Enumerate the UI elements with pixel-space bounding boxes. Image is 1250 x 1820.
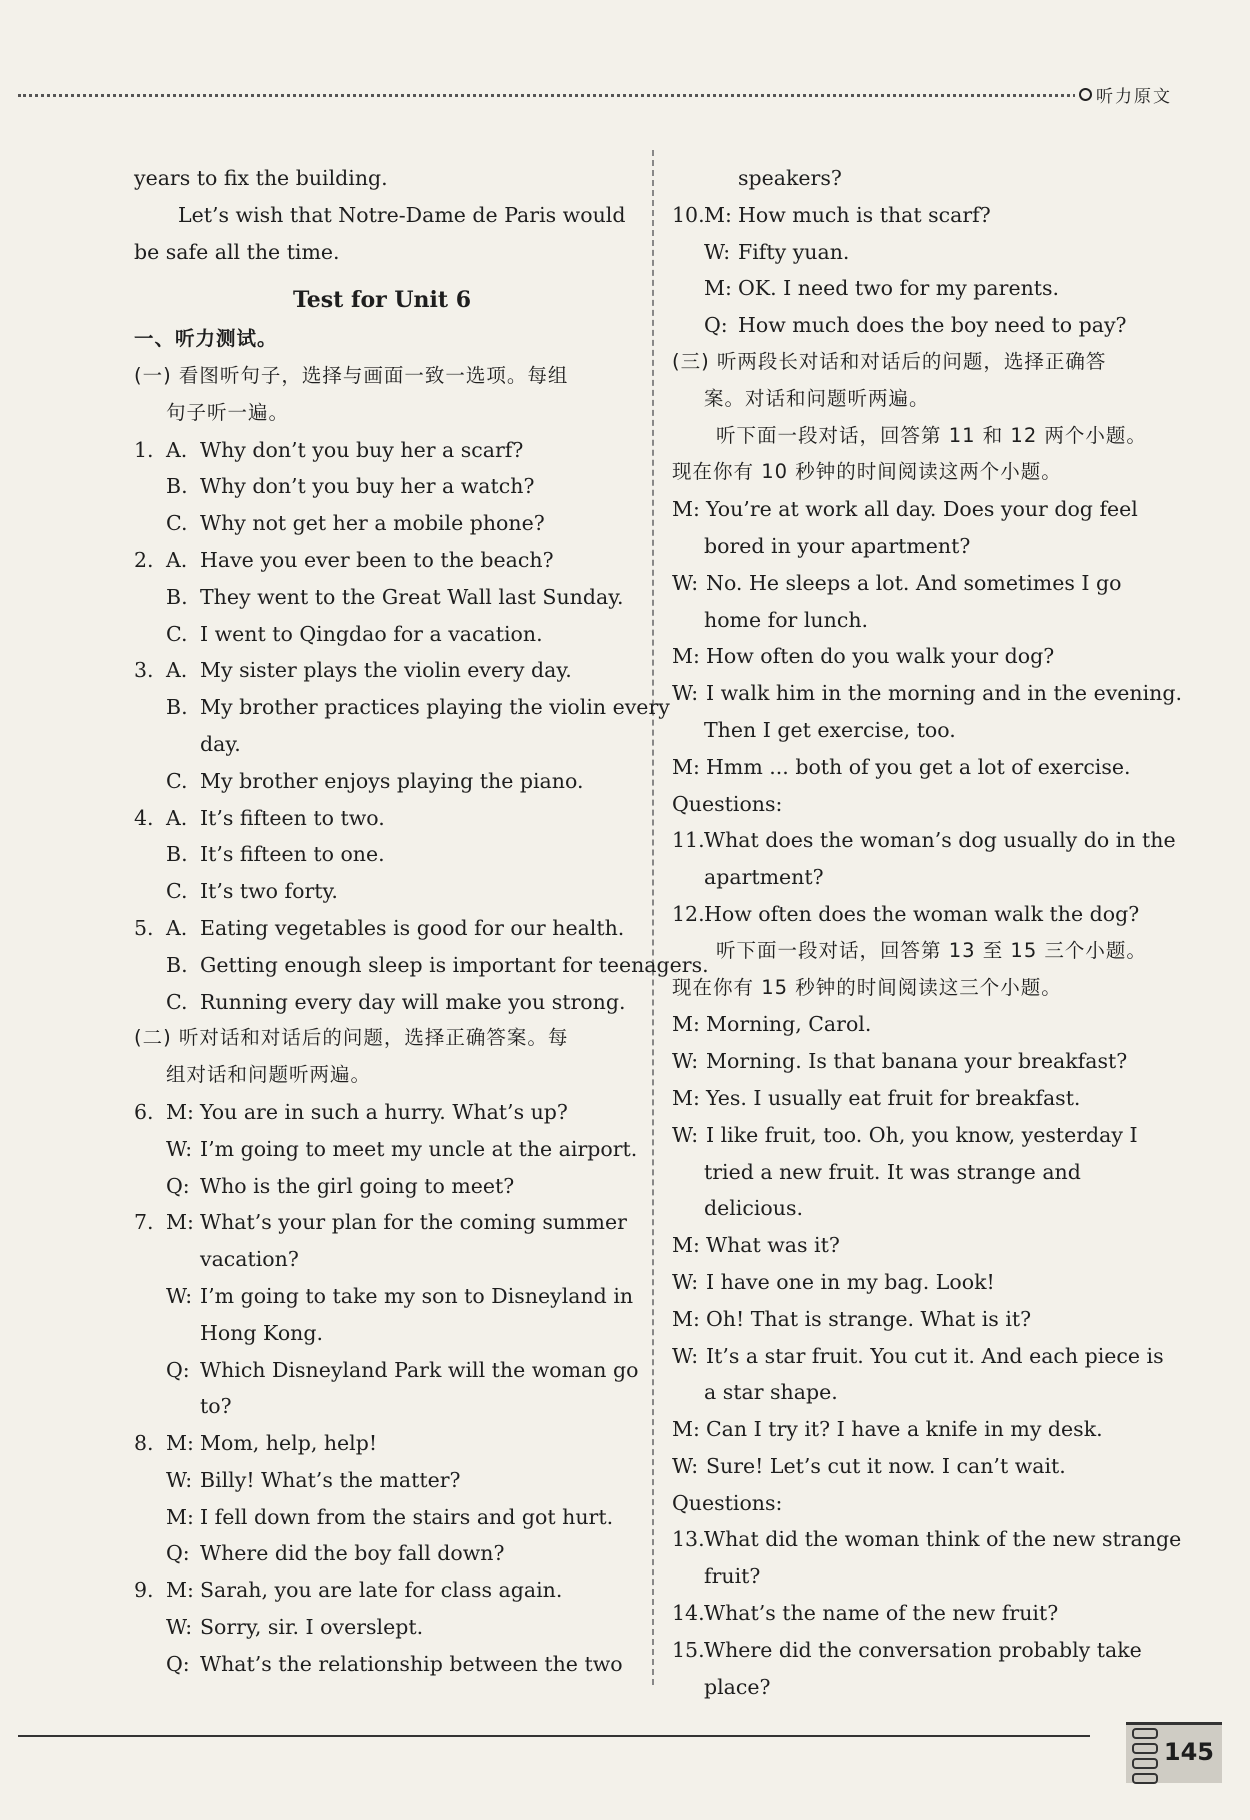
speaker-label: W: <box>704 239 731 264</box>
item-number: 3. <box>134 658 154 683</box>
option-letter: A. <box>166 547 188 572</box>
text-line <box>672 160 1164 197</box>
speaker-label: M: <box>166 1504 194 1529</box>
line-text: (一) 看图听句子，选择与画面一致一选项。每组 <box>134 363 569 387</box>
line-text: Questions: <box>672 791 783 816</box>
text-line <box>134 1425 630 1462</box>
section-label <box>1075 82 1172 107</box>
line-text: 案。对话和问题听两遍。 <box>704 386 930 410</box>
line-text: My sister plays the violin every day. <box>200 658 572 683</box>
coil-icon <box>1132 1728 1158 1788</box>
line-text: What was it? <box>706 1233 840 1258</box>
line-text: I walk him in the morning and in the evening. <box>706 681 1183 706</box>
speaker-label: M: <box>672 754 700 779</box>
line-text: My brother practices playing the violin every <box>200 695 670 720</box>
text-line <box>134 542 630 579</box>
text-line <box>672 381 1164 418</box>
line-text: Questions: <box>672 1490 783 1515</box>
option-letter: B. <box>166 584 188 609</box>
line-text: Sorry, sir. I overslept. <box>200 1615 424 1640</box>
item-number: 14. <box>672 1601 705 1626</box>
page-header <box>18 82 1250 108</box>
item-number: 12. <box>672 901 705 926</box>
text-line <box>134 1057 630 1094</box>
speaker-label: W: <box>672 1049 699 1074</box>
item-number: 13. <box>672 1527 705 1552</box>
line-text: (三) 听两段长对话和对话后的问题，选择正确答 <box>672 349 1107 373</box>
text-line <box>672 344 1164 381</box>
text-line <box>672 1117 1164 1154</box>
line-text: place? <box>704 1674 771 1699</box>
speaker-label: M: <box>672 1306 700 1331</box>
text-line <box>134 800 630 837</box>
line-text: Why don’t you buy her a scarf? <box>200 437 524 462</box>
line-text: 听下面一段对话，回答第 11 和 12 两个小题。 <box>716 423 1147 447</box>
text-line <box>134 468 630 505</box>
line-text: It’s fifteen to one. <box>200 842 385 867</box>
column-divider <box>652 150 654 1685</box>
line-text: What’s the relationship between the two <box>200 1651 623 1676</box>
speaker-label: M: <box>672 1233 700 1258</box>
line-text: What’s your plan for the coming summer <box>200 1210 627 1235</box>
line-text: Which Disneyland Park will the woman go <box>200 1357 639 1382</box>
text-line <box>134 910 630 947</box>
line-text: 句子听一遍。 <box>166 400 290 424</box>
text-line <box>672 1558 1164 1595</box>
option-letter: C. <box>166 879 188 904</box>
speaker-label: M: <box>166 1210 194 1235</box>
line-text: to? <box>200 1394 232 1419</box>
footer-rule <box>18 1735 1090 1737</box>
option-letter: A. <box>166 437 188 462</box>
option-letter: C. <box>166 768 188 793</box>
speaker-label: W: <box>672 681 699 706</box>
text-line <box>134 1499 630 1536</box>
text-line <box>134 234 630 271</box>
item-number: 5. <box>134 915 154 940</box>
text-line <box>134 1462 630 1499</box>
speaker-label: W: <box>672 1343 699 1368</box>
line-text: I fell down from the stairs and got hurt. <box>200 1504 614 1529</box>
right-column <box>672 160 1183 1705</box>
option-letter: A. <box>166 915 188 940</box>
text-line <box>134 763 630 800</box>
speaker-label: M: <box>672 644 700 669</box>
line-text: I’m going to meet my uncle at the airport. <box>200 1136 638 1161</box>
line-text: delicious. <box>704 1196 803 1221</box>
text-line <box>134 1646 630 1683</box>
speaker-label: W: <box>672 1122 699 1147</box>
text-line <box>134 1315 630 1352</box>
line-text: How much is that scarf? <box>738 202 991 227</box>
item-number: 7. <box>134 1210 154 1235</box>
text-line <box>672 675 1183 712</box>
line-text: It’s two forty. <box>200 879 338 904</box>
header-dotted-rule <box>18 94 1130 97</box>
speaker-label: W: <box>166 1283 193 1308</box>
line-text: Have you ever been to the beach? <box>200 547 554 572</box>
line-text: I went to Qingdao for a vacation. <box>200 621 543 646</box>
item-number: 2. <box>134 547 154 572</box>
text-line <box>134 1131 638 1168</box>
line-text: You’re at work all day. Does your dog feel <box>706 497 1138 522</box>
text-line <box>134 1572 630 1609</box>
line-text: How much does the boy need to pay? <box>738 313 1127 338</box>
text-line <box>134 836 630 873</box>
line-text: I have one in my bag. Look! <box>706 1269 995 1294</box>
line-text: Sure! Let’s cut it now. I can’t wait. <box>706 1453 1066 1478</box>
line-text: Hong Kong. <box>200 1320 324 1345</box>
line-text: Morning. Is that banana your breakfast? <box>706 1049 1128 1074</box>
speaker-label: M: <box>672 1012 700 1037</box>
text-line <box>672 896 1164 933</box>
text-line <box>672 638 1164 675</box>
line-text: Test for Unit 6 <box>292 287 472 314</box>
line-text: Can I try it? I have a knife in my desk. <box>706 1417 1103 1442</box>
speaker-label: W: <box>672 1269 699 1294</box>
line-text: 现在你有 10 秒钟的时间阅读这两个小题。 <box>672 460 1062 484</box>
line-text: What does the woman’s dog usually do in the <box>704 828 1176 853</box>
speaker-label: M: <box>166 1578 194 1603</box>
text-line <box>672 307 1164 344</box>
option-letter: C. <box>166 989 188 1014</box>
section-label-text: 听力原文 <box>1096 87 1172 107</box>
text-line <box>134 652 630 689</box>
text-line <box>134 160 630 197</box>
text-line <box>134 1535 630 1572</box>
line-text: It’s fifteen to two. <box>200 805 385 830</box>
line-text: Running every day will make you strong. <box>200 989 626 1014</box>
line-text: Why don’t you buy her a watch? <box>200 474 535 499</box>
item-number: 1. <box>134 437 154 462</box>
text-line <box>672 1006 1164 1043</box>
speaker-label: M: <box>704 276 732 301</box>
text-line <box>134 358 630 395</box>
text-line <box>672 602 1164 639</box>
item-number: 10. <box>672 202 705 227</box>
text-line <box>134 1020 630 1057</box>
text-line <box>672 1301 1164 1338</box>
line-text: Billy! What’s the matter? <box>200 1467 461 1492</box>
line-text: No. He sleeps a lot. And sometimes I go <box>706 570 1122 595</box>
text-line <box>672 234 1164 271</box>
line-text: Let’s wish that Notre-Dame de Paris would <box>178 202 626 227</box>
line-text: What did the woman think of the new strange <box>704 1527 1182 1552</box>
line-text: Then I get exercise, too. <box>704 717 956 742</box>
line-text: years to fix the building. <box>134 166 388 190</box>
option-letter: B. <box>166 842 188 867</box>
text-line <box>134 505 630 542</box>
line-text: speakers? <box>738 166 842 190</box>
option-letter: A. <box>166 805 188 830</box>
text-line <box>672 1595 1164 1632</box>
item-number: 11. <box>672 828 705 853</box>
text-line <box>134 197 630 234</box>
text-line <box>134 873 630 910</box>
text-line <box>134 1278 634 1315</box>
speaker-label: Q: <box>166 1651 190 1676</box>
text-line <box>672 1043 1164 1080</box>
speaker-label: W: <box>672 570 699 595</box>
text-line <box>672 1411 1164 1448</box>
text-line <box>134 1094 630 1131</box>
line-text: home for lunch. <box>704 607 869 632</box>
text-line <box>134 1352 639 1389</box>
line-text: tried a new fruit. It was strange and <box>704 1159 1081 1184</box>
text-line <box>672 933 1164 970</box>
line-text: Mom, help, help! <box>200 1431 378 1456</box>
line-text: Where did the boy fall down? <box>200 1541 505 1566</box>
text-line <box>672 1485 1164 1522</box>
text-line <box>134 1388 630 1425</box>
speaker-label: M: <box>166 1431 194 1456</box>
item-number: 6. <box>134 1099 154 1124</box>
text-line <box>672 1227 1164 1264</box>
speaker-label: Q: <box>704 313 728 338</box>
option-letter: B. <box>166 695 188 720</box>
text-line <box>672 1374 1164 1411</box>
speaker-label: M: <box>704 202 732 227</box>
option-letter: C. <box>166 511 188 536</box>
text-line <box>672 418 1164 455</box>
item-number: 8. <box>134 1431 154 1456</box>
line-text: They went to the Great Wall last Sunday. <box>200 584 624 609</box>
text-line <box>134 947 709 984</box>
text-line <box>134 1241 630 1278</box>
line-text: Why not get her a mobile phone? <box>200 511 545 536</box>
line-text: 一、听力测试。 <box>134 327 278 351</box>
speaker-label: M: <box>166 1099 194 1124</box>
text-line <box>672 749 1164 786</box>
line-text: be safe all the time. <box>134 239 340 264</box>
line-text: You are in such a hurry. What’s up? <box>200 1099 568 1124</box>
option-letter: C. <box>166 621 188 646</box>
text-line <box>672 565 1164 602</box>
speaker-label: W: <box>166 1615 193 1640</box>
line-text: 现在你有 15 秒钟的时间阅读这三个小题。 <box>672 975 1062 999</box>
text-line <box>672 528 1164 565</box>
line-text: How often does the woman walk the dog? <box>704 901 1140 926</box>
line-text: apartment? <box>704 865 824 890</box>
line-text: Getting enough sleep is important for teenagers. <box>200 952 709 977</box>
text-line <box>134 689 670 726</box>
text-line <box>672 1338 1164 1375</box>
speaker-label: M: <box>672 497 700 522</box>
text-line <box>672 1264 1164 1301</box>
text-line <box>672 1154 1164 1191</box>
line-text: I like fruit, too. Oh, you know, yesterday I <box>706 1122 1138 1147</box>
text-line <box>672 970 1164 1007</box>
speaker-label: M: <box>672 1417 700 1442</box>
line-text: My brother enjoys playing the piano. <box>200 768 584 793</box>
line-text: Hmm ... both of you get a lot of exercise. <box>706 754 1131 779</box>
page-number: 145 <box>1163 1738 1214 1766</box>
speaker-label: Q: <box>166 1357 190 1382</box>
bullet-icon <box>1079 88 1092 101</box>
line-text: OK. I need two for my parents. <box>738 276 1060 301</box>
text-line <box>672 454 1164 491</box>
speaker-label: Q: <box>166 1541 190 1566</box>
line-text: What’s the name of the new fruit? <box>704 1601 1059 1626</box>
line-text: Fifty yuan. <box>738 239 850 264</box>
text-line <box>134 1609 630 1646</box>
item-number: 15. <box>672 1637 705 1662</box>
speaker-label: M: <box>672 1085 700 1110</box>
line-text: Sarah, you are late for class again. <box>200 1578 563 1603</box>
line-text: day. <box>200 731 241 756</box>
text-line <box>672 786 1164 823</box>
text-line <box>672 1669 1164 1706</box>
line-text: bored in your apartment? <box>704 533 971 558</box>
line-text: 听下面一段对话，回答第 13 至 15 三个小题。 <box>716 938 1147 962</box>
speaker-label: W: <box>166 1136 193 1161</box>
line-text: Oh! That is strange. What is it? <box>706 1306 1032 1331</box>
text-line <box>134 579 630 616</box>
item-number: 4. <box>134 805 154 830</box>
speaker-label: Q: <box>166 1173 190 1198</box>
speaker-label: W: <box>166 1467 193 1492</box>
text-line <box>672 491 1164 528</box>
line-text: (二) 听对话和对话后的问题，选择正确答案。每 <box>134 1026 569 1050</box>
line-text: How often do you walk your dog? <box>706 644 1055 669</box>
line-text: 组对话和问题听两遍。 <box>166 1063 372 1087</box>
text-line <box>134 321 630 358</box>
text-line <box>134 432 630 469</box>
text-line <box>672 859 1164 896</box>
text-line <box>134 1204 630 1241</box>
text-line <box>672 1080 1164 1117</box>
line-text: Who is the girl going to meet? <box>200 1173 515 1198</box>
line-text: Where did the conversation probably take <box>704 1637 1142 1662</box>
line-text: Yes. I usually eat fruit for breakfast. <box>706 1085 1081 1110</box>
option-letter: B. <box>166 474 188 499</box>
line-text: fruit? <box>704 1564 761 1589</box>
item-number: 9. <box>134 1578 154 1603</box>
text-line <box>134 395 630 432</box>
text-line <box>672 197 1164 234</box>
text-line <box>134 616 630 653</box>
line-text: Morning, Carol. <box>706 1012 872 1037</box>
speaker-label: W: <box>672 1453 699 1478</box>
text-line <box>672 822 1176 859</box>
text-line <box>134 726 630 763</box>
option-letter: B. <box>166 952 188 977</box>
line-text: a star shape. <box>704 1380 838 1405</box>
option-letter: A. <box>166 658 188 683</box>
text-line <box>672 1632 1164 1669</box>
line-text: I’m going to take my son to Disneyland in <box>200 1283 634 1308</box>
text-line <box>672 1190 1164 1227</box>
text-line <box>672 1448 1164 1485</box>
line-text: Eating vegetables is good for our health. <box>200 915 625 940</box>
text-line <box>672 270 1164 307</box>
line-text: It’s a star fruit. You cut it. And each piece is <box>706 1343 1164 1368</box>
text-line <box>672 1521 1182 1558</box>
text-line <box>672 712 1164 749</box>
text-line <box>134 282 630 319</box>
text-line <box>134 1168 630 1205</box>
line-text: vacation? <box>200 1247 299 1272</box>
text-line <box>134 984 630 1021</box>
